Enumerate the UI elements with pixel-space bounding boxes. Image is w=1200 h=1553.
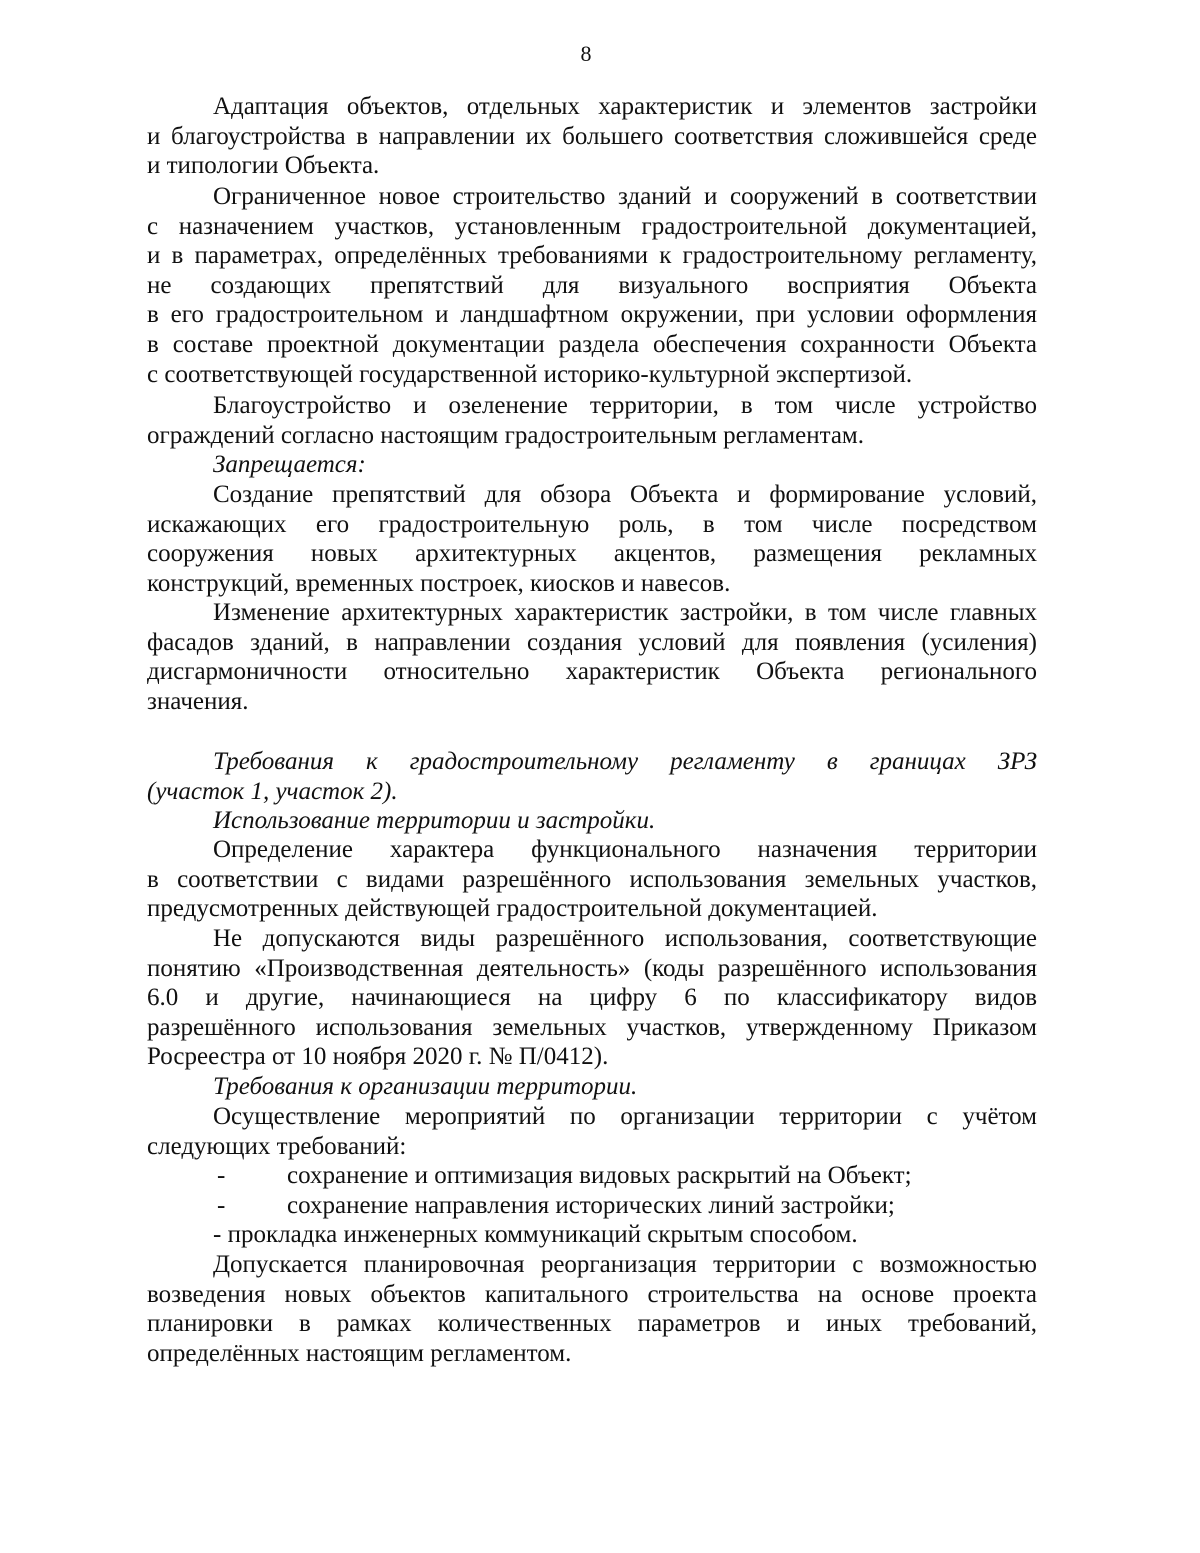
paragraph-architecture-change <box>147 598 1037 716</box>
text-line: искажающих его градостроительную роль, в том числе посредством <box>147 510 1037 538</box>
paragraph-adaptation <box>147 92 1037 181</box>
paragraph-reorganization <box>147 1250 1037 1368</box>
text-line: с соответствующей государственной историко-культурной экспертизой. <box>147 360 913 388</box>
text-line: понятию «Производственная деятельность» (коды разрешённого использования <box>147 954 1037 982</box>
list-marker: - <box>217 1191 226 1219</box>
text-line: Не допускаются виды разрешённого использования, соответствующие <box>213 925 1037 952</box>
text-line: Допускается планировочная реорганизация территории с возможностью <box>213 1251 1037 1278</box>
text-line: Ограниченное новое строительство зданий и сооружений в соответствии <box>213 183 1037 210</box>
text-line: определённых настоящим регламентом. <box>147 1339 572 1367</box>
text-line: Благоустройство и озеленение территории, в том числе устройство <box>213 392 1037 419</box>
text-line: значения. <box>147 687 249 715</box>
text-line: Изменение архитектурных характеристик застройки, в том числе главных <box>213 599 1037 626</box>
text-line: Росреестра от 10 ноября 2020 г. № П/0412). <box>147 1043 609 1071</box>
usage-heading: Использование территории и застройки. <box>213 807 656 834</box>
paragraph-functional-purpose <box>147 835 1037 924</box>
list-item <box>147 1161 1037 1191</box>
text-line: Создание препятствий для обзора Объекта и формирование условий, <box>213 481 1037 508</box>
usage-heading-block <box>147 806 1037 836</box>
paragraph-new-construction <box>147 182 1037 389</box>
text-line: разрешённого использования земельных участков, утвержденному Приказом <box>147 1013 1037 1041</box>
text-line: фасадов зданий, в направлении создания условий для появления (усиления) <box>147 628 1037 656</box>
forbidden-heading: Запрещается: <box>213 451 366 478</box>
section-heading-zrz <box>147 747 1037 806</box>
text-line: конструкций, временных построек, киосков и навесов. <box>147 569 731 597</box>
organization-heading: Требования к организации территории. <box>213 1073 638 1100</box>
text-line: Осуществление мероприятий по организации территории с учётом <box>213 1103 1037 1130</box>
list-item <box>147 1191 1037 1221</box>
text-line: предусмотренных действующей градостроительной документацией. <box>147 895 878 923</box>
paragraph-prohibited-usage <box>147 924 1037 1072</box>
paragraph-organization-intro <box>147 1102 1037 1161</box>
text-line: дисгармоничности относительно характеристик Объекта регионального <box>147 658 1037 686</box>
paragraph-obstruction <box>147 480 1037 598</box>
list-marker: - <box>217 1162 226 1189</box>
text-line: сооружения новых архитектурных акцентов, размещения рекламных <box>147 540 1037 568</box>
text-line: в составе проектной документации раздела обеспечения сохранности Объекта <box>147 330 1037 358</box>
list-item-text: сохранение направления исторических линий застройки; <box>287 1191 895 1219</box>
page-number: 8 <box>580 41 592 66</box>
text-line: не создающих препятствий для визуального восприятия Объекта <box>147 271 1037 299</box>
section-heading-line: Требования к градостроительному регламенту в границах ЗРЗ <box>213 748 1037 775</box>
section-heading-line: (участок 1, участок 2). <box>147 777 398 805</box>
text-line: и типологии Объекта. <box>147 152 380 180</box>
organization-heading-block <box>147 1072 1037 1102</box>
text-line: возведения новых объектов капитального строительства на основе проекта <box>147 1280 1037 1308</box>
text-line: ограждений согласно настоящим градостроительным регламентам. <box>147 421 864 449</box>
text-line: 6.0 и другие, начинающиеся на цифру 6 по классификатору видов <box>147 984 1037 1012</box>
requirements-list <box>147 1161 1037 1250</box>
text-line: Адаптация объектов, отдельных характеристик и элементов застройки <box>213 93 1037 120</box>
text-line: в соответствии с видами разрешённого использования земельных участков, <box>147 865 1037 893</box>
list-item-text: сохранение и оптимизация видовых раскрытий на Объект; <box>287 1162 912 1189</box>
forbidden-heading-block <box>147 450 1037 480</box>
list-item: - прокладка инженерных коммуникаций скрытым способом. <box>213 1221 858 1249</box>
text-line: в его градостроительном и ландшафтном окружении, при условии оформления <box>147 301 1037 329</box>
text-line: следующих требований: <box>147 1132 407 1160</box>
text-line: и благоустройства в направлении их большего соответствия сложившейся среде <box>147 122 1037 150</box>
text-line: Определение характера функционального назначения территории <box>213 836 1037 863</box>
text-line: планировки в рамках количественных параметров и иных требований, <box>147 1310 1037 1338</box>
text-line: и в параметрах, определённых требованиями к градостроительному регламенту, <box>147 242 1037 270</box>
text-line: с назначением участков, установленным градостроительной документацией, <box>147 212 1037 240</box>
paragraph-landscaping <box>147 391 1037 450</box>
